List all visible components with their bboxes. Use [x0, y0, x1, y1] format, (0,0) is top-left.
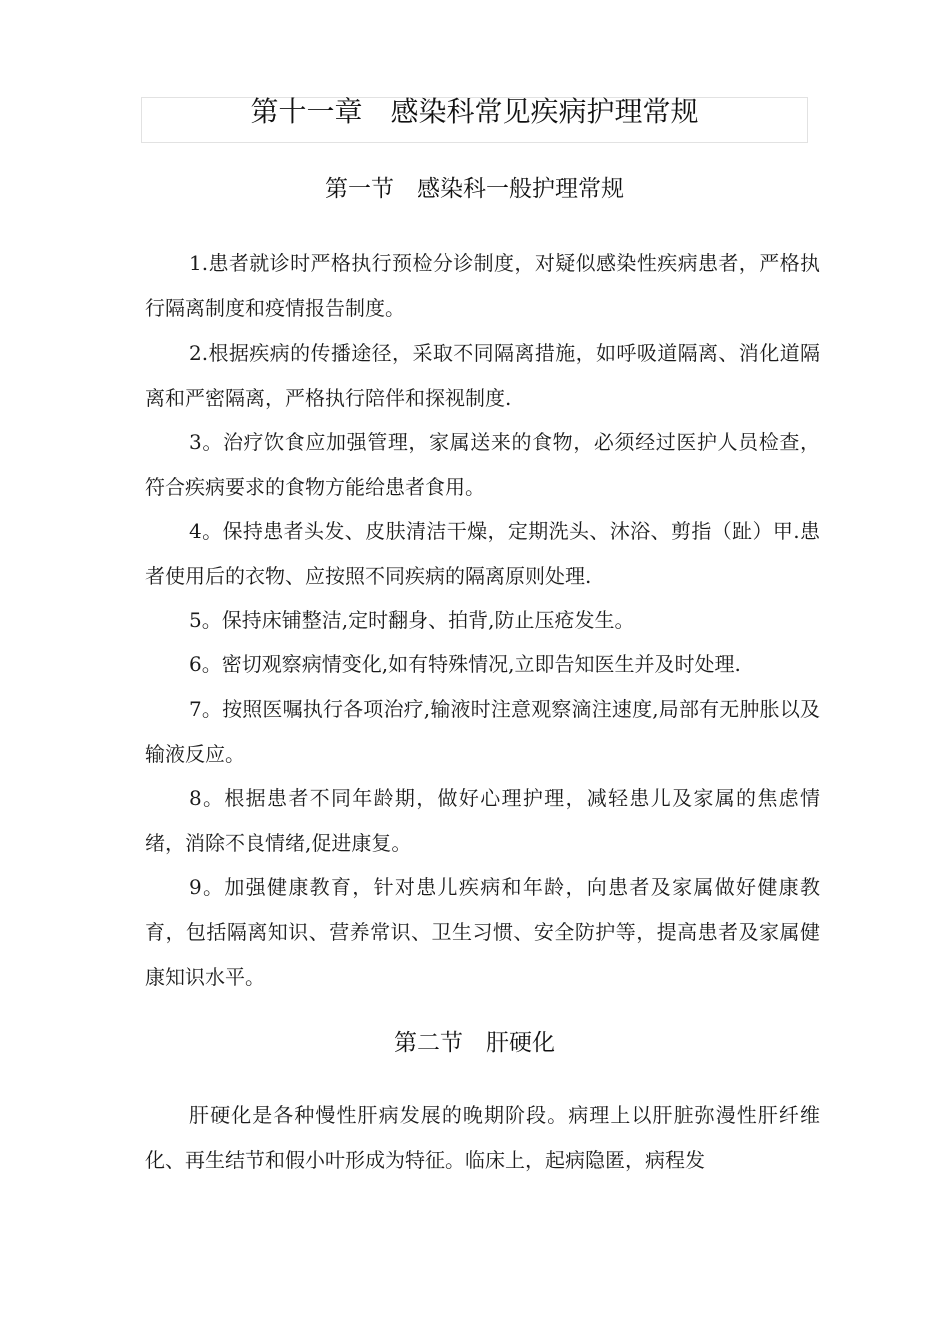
section-1-title: 第一节 感染科一般护理常规 — [325, 176, 624, 202]
list-item-2: 2.根据疾病的传播途径，采取不同隔离措施，如呼吸道隔离、消化道隔离和严密隔离，严格执行陪伴和探视制度. — [145, 341, 820, 410]
section-2-paragraph: 肝硬化是各种慢性肝病发展的晚期阶段。病理上以肝脏弥漫性肝纤维化、再生结节和假小叶形成为特征。临床上，起病隐匿，病程发 — [145, 1103, 820, 1172]
list-item-4: 4。保持患者头发、皮肤清洁干燥，定期洗头、沐浴、剪指（趾）甲.患者使用后的衣物、应按照不同疾病的隔离原则处理. — [145, 519, 820, 588]
list-item-5: 5。保持床铺整洁,定时翻身、拍背,防止压疮发生。 — [189, 608, 635, 632]
list-item-6: 6。密切观察病情变化,如有特殊情况,立即告知医生并及时处理. — [189, 652, 741, 676]
list-item-7: 7。按照医嘱执行各项治疗,输液时注意观察滴注速度,局部有无肿胀以及输液反应。 — [145, 697, 820, 766]
chapter-title: 第十一章 感染科常见疾病护理常规 — [250, 95, 699, 128]
list-item-9: 9。加强健康教育，针对患儿疾病和年龄，向患者及家属做好健康教育，包括隔离知识、营养常识、卫生习惯、安全防护等，提高患者及家属健康知识水平。 — [145, 875, 820, 989]
list-item-3: 3。治疗饮食应加强管理，家属送来的食物，必须经过医护人员检查，符合疾病要求的食物方能给患者食用。 — [145, 430, 820, 499]
list-item-1: 1.患者就诊时严格执行预检分诊制度，对疑似感染性疾病患者，严格执行隔离制度和疫情报告制度。 — [145, 251, 820, 320]
section-2-title: 第二节 肝硬化 — [394, 1030, 555, 1056]
list-item-8: 8。根据患者不同年龄期，做好心理护理，减轻患儿及家属的焦虑情绪，消除不良情绪,促进康复。 — [145, 786, 820, 855]
